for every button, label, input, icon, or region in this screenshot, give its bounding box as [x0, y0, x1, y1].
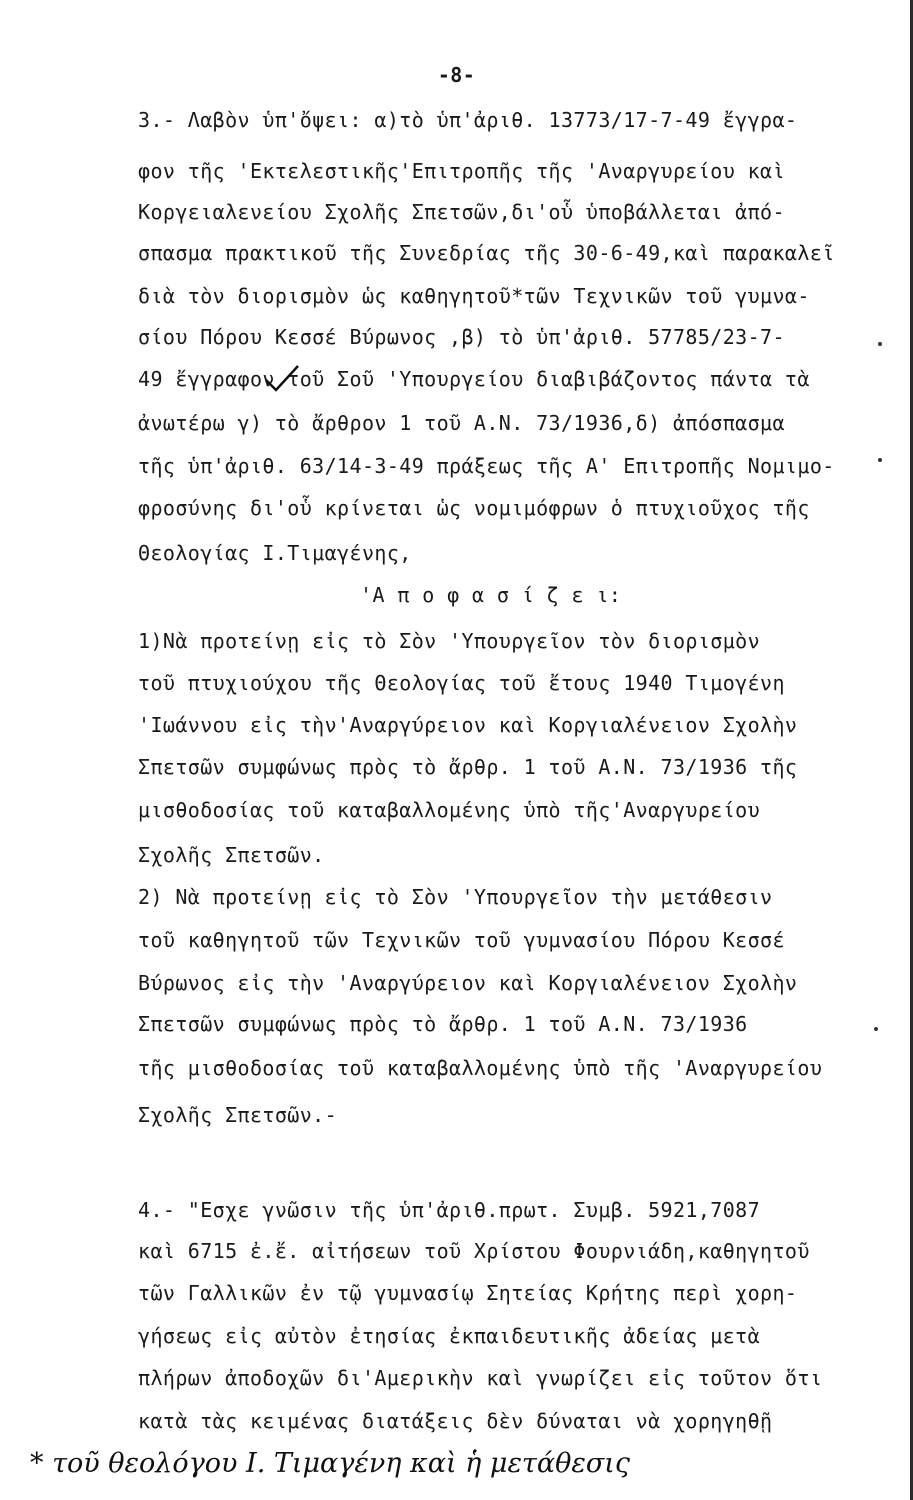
page-number: -8- — [437, 63, 476, 87]
item2-line-5: τῆς μισθοδοσίας τοῦ καταβαλλομένης ὑπὸ τῆς 'Αναργυρείου — [138, 1056, 823, 1080]
item2-line-2: τοῦ καθηγητοῦ τῶν Τεχνικῶν τοῦ γυμνασίου Πόρου Κεσσέ — [138, 928, 785, 952]
scan-speck — [878, 458, 882, 462]
scan-speck — [878, 342, 882, 346]
section4-line-4: γήσεως εἰς αὐτὸν ἐτησίας ἐκπαιδευτικῆς ἀδείας μετὰ — [138, 1324, 761, 1348]
section3-line-7: 49 ἔγγραφον τοῦ Σοῦ 'Υπουργείου διαβιβάζοντος πάντα τὰ — [138, 367, 810, 391]
section3-line-8: ἀνωτέρω γ) τὸ ἄρθρον 1 τοῦ Α.Ν. 73/1936,δ) ἀπόσπασμα — [138, 411, 785, 435]
item1-line-4: Σπετσῶν συμφώνως πρὸς τὸ ἄρθρ. 1 τοῦ Α.Ν. 73/1936 τῆς — [138, 755, 798, 779]
section3-line-11: Θεολογίας Ι.Τιμαγένης, — [138, 541, 412, 565]
decision-heading: 'Α π ο φ α σ ί ζ ε ι: — [360, 583, 622, 607]
section4-line-5: πλήρων ἀποδοχῶν δι'Αμερικὴν καὶ γνωρίζει εἰς τοῦτον ὅτι — [138, 1366, 823, 1390]
section3-line-6: σίου Πόρου Κεσσέ Βύρωνος ,β) τὸ ὑπ'ἀριθ. 57785/23-7- — [138, 325, 785, 349]
item2-line-6: Σχολῆς Σπετσῶν.- — [138, 1103, 338, 1127]
scan-speck — [874, 1027, 878, 1031]
section3-line-10: φροσύνης δι'οὗ κρίνεται ὡς νομιμόφρων ὁ πτυχιοῦχος τῆς — [138, 496, 810, 520]
item2-line-1: 2) Νὰ προτείνῃ εἰς τὸ Σὸν 'Υπουργεῖον τὴν μετάθεσιν — [138, 885, 773, 909]
item1-line-2: τοῦ πτυχιούχου τῆς Θεολογίας τοῦ ἔτους 1940 Τιμογένη — [138, 671, 785, 695]
item1-line-1: 1)Νὰ προτείνῃ εἰς τὸ Σὸν 'Υπουργεῖον τὸν διορισμὸν — [138, 629, 761, 653]
section4-line-1: 4.- "Εσχε γνῶσιν τῆς ὑπ'ἀριθ.πρωτ. Συμβ. 5921,7087 — [138, 1198, 761, 1222]
section4-line-6: κατὰ τὰς κειμένας διατάξεις δὲν δύναται νὰ χορηγηθῇ — [138, 1409, 773, 1433]
section3-line-4: σπασμα πρακτικοῦ τῆς Συνεδρίας τῆς 30-6-49,καὶ παρακαλεῖ — [138, 241, 835, 265]
item2-line-4: Σπετσῶν συμφώνως πρὸς τὸ ἄρθρ. 1 τοῦ Α.Ν. 73/1936 — [138, 1012, 748, 1036]
section3-line-5: διὰ τὸν διορισμὸν ὡς καθηγητοῦ*τῶν Τεχνικῶν τοῦ γυμνα- — [138, 284, 810, 308]
section3-line-9: τῆς ὑπ'ἀριθ. 63/14-3-49 πράξεως τῆς Α' Επιτροπῆς Νομιμο- — [138, 454, 835, 478]
check-mark-icon — [262, 362, 302, 394]
section3-line-2: φον τῆς 'Εκτελεστικῆς'Επιτροπῆς τῆς 'Αναργυρείου καὶ — [138, 159, 785, 183]
item2-line-3: Βύρωνος εἰς τὴν 'Αναργύρειον καὶ Κοργιαλένειον Σχολὴν — [138, 971, 798, 995]
handwritten-footnote: * τοῦ θεολόγου Ι. Τιμαγένη καὶ ἡ μετάθεσις — [30, 1448, 630, 1479]
item1-line-5: μισθοδοσίας τοῦ καταβαλλομένης ὑπὸ τῆς'Αναργυρείου — [138, 798, 761, 822]
section4-line-2: καὶ 6715 ἐ.ἔ. αἰτήσεων τοῦ Χρίστου Φουρνιάδη,καθηγητοῦ — [138, 1239, 810, 1263]
section3-line-1: 3.- Λαβὸν ὑπ'ὄψει: α)τὸ ὑπ'ἀριθ. 13773/17-7-49 ἔγγρα- — [138, 108, 798, 132]
item1-line-3: 'Ιωάννου εἰς τὴν'Αναργύρειον καὶ Κοργιαλένειον Σχολὴν — [138, 713, 798, 737]
section3-line-3: Κοργειαλενείου Σχολῆς Σπετσῶν,δι'οὗ ὑποβάλλεται ἀπό- — [138, 200, 785, 224]
section4-line-3: τῶν Γαλλικῶν ἐν τῷ γυμνασίῳ Σητείας Κρήτης περὶ χορη- — [138, 1281, 798, 1305]
item1-line-6: Σχολῆς Σπετσῶν. — [138, 843, 325, 867]
